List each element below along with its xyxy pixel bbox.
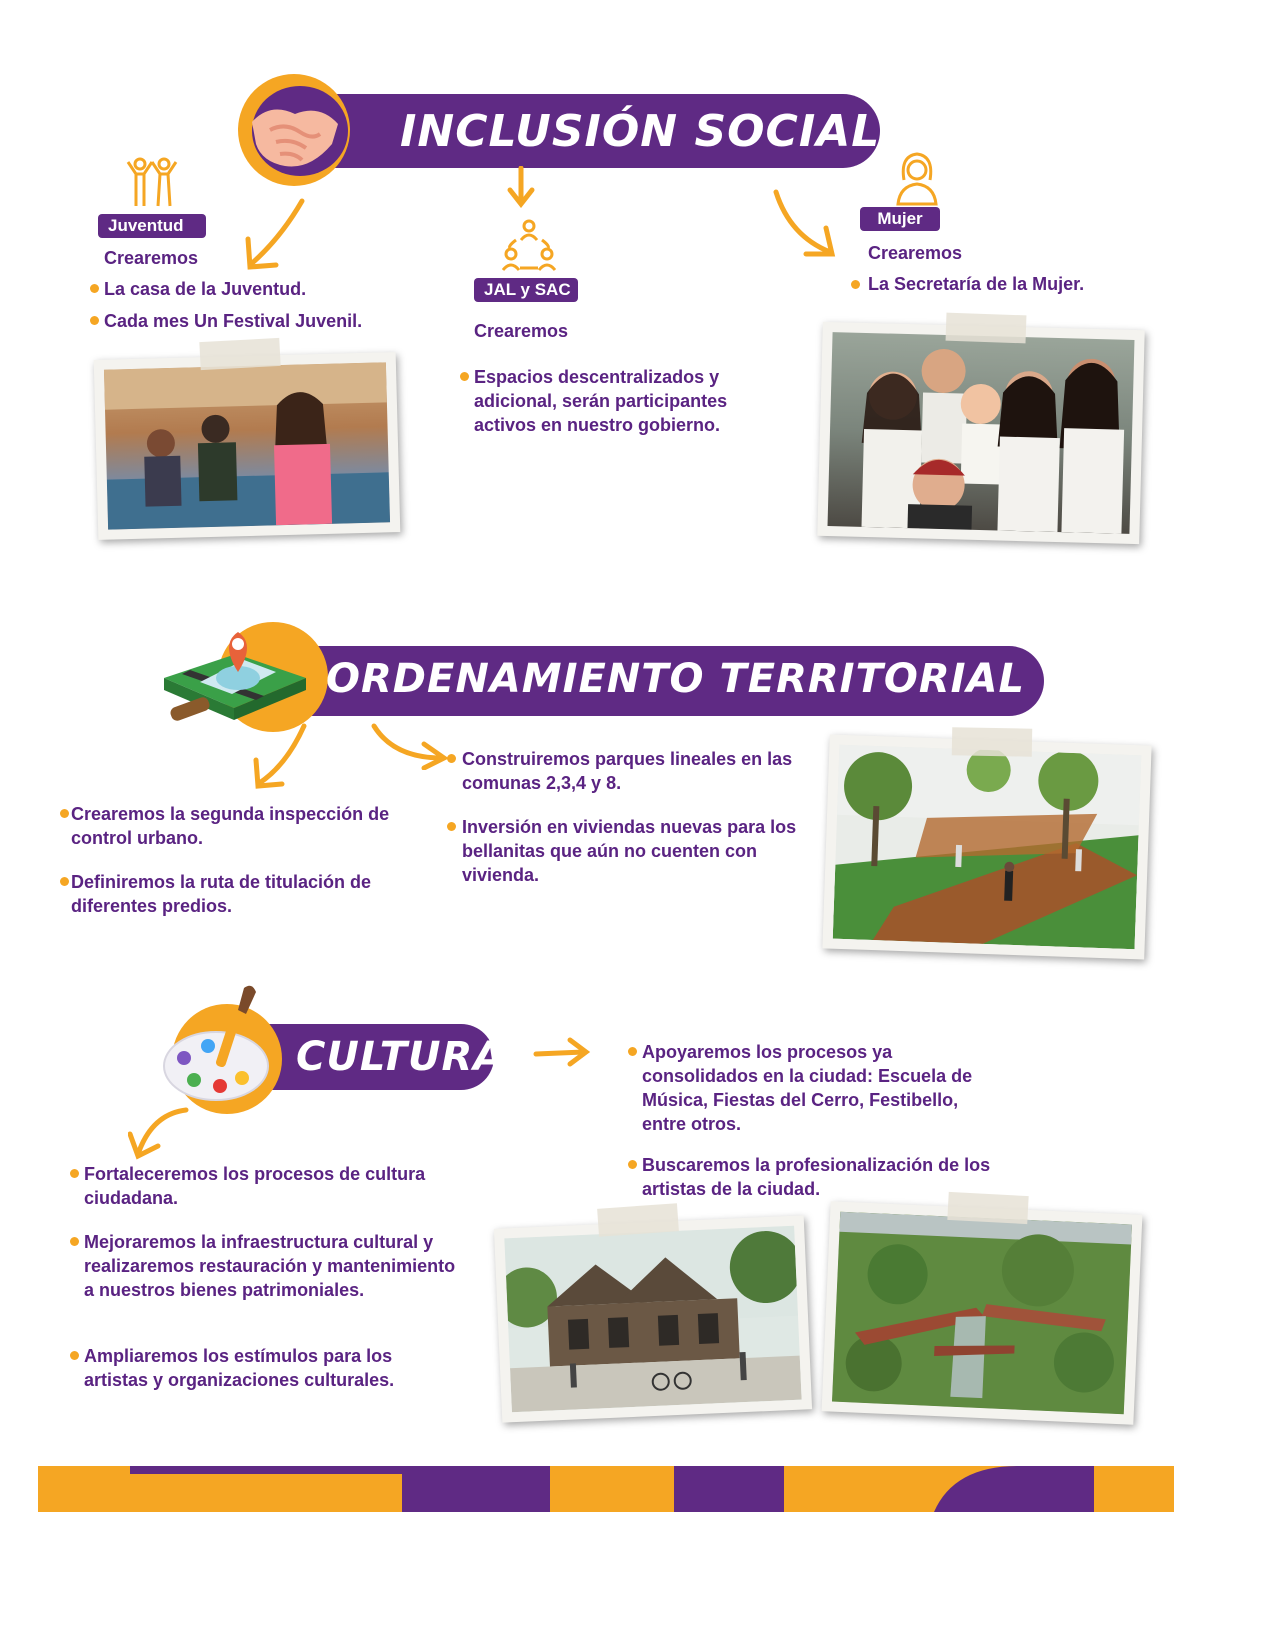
bullet	[851, 280, 860, 289]
arrow-left-icon	[250, 720, 312, 794]
ordenamiento-left-item-1: Crearemos la segunda inspección de control urbano.	[71, 804, 390, 848]
arrow-right-icon	[370, 720, 452, 770]
palette-icon	[160, 980, 280, 1110]
arrow-juventud-icon	[240, 195, 310, 275]
tape	[952, 727, 1032, 756]
bullet	[447, 822, 456, 831]
ordenamiento-title: ORDENAMIENTO TERRITORIAL	[326, 656, 1025, 702]
tape	[946, 313, 1027, 344]
bullet	[70, 1351, 79, 1360]
arrow-cultura-down-icon	[128, 1104, 194, 1164]
bullet	[60, 877, 69, 886]
community-icon	[502, 218, 556, 274]
jal-intro: Crearemos	[474, 321, 569, 341]
cultura-title: CULTURA	[296, 1034, 506, 1080]
tape	[597, 1203, 679, 1237]
bullet	[70, 1237, 79, 1246]
juventud-item-1: La casa de la Juventud.	[104, 279, 307, 299]
bullet	[90, 284, 99, 293]
footer-stripe	[38, 1466, 1174, 1512]
map-pin-icon	[160, 624, 310, 734]
inclusion-title: INCLUSIÓN SOCIAL	[400, 106, 881, 157]
women-photo	[817, 322, 1144, 544]
woman-icon	[894, 150, 940, 206]
aerial-complex-photo	[822, 1201, 1143, 1424]
youth-icon	[124, 154, 180, 210]
ordenamiento-left-item-2: Definiremos la ruta de titulación de diferentes predios.	[71, 872, 372, 916]
jal-item-1: Espacios descentralizados y adicional, serán participantes activos en nuestro gobierno.	[474, 367, 728, 435]
cultura-right-item-2: Buscaremos la profesionalización de los artistas de la ciudad.	[642, 1155, 991, 1199]
arrow-mujer-icon	[770, 186, 840, 266]
cultura-left-item-3: Ampliaremos los estímulos para los artistas y organizaciones culturales.	[84, 1346, 395, 1390]
bullet	[60, 809, 69, 818]
arrow-jal-icon	[506, 166, 536, 208]
ordenamiento-right-item-1: Construiremos parques lineales en las comunas 2,3,4 y 8.	[462, 749, 793, 793]
bullet	[460, 372, 469, 381]
arrow-cultura-right-icon	[532, 1036, 592, 1068]
jal-label: JAL y SAC	[474, 278, 578, 302]
park-render-photo	[822, 734, 1151, 959]
mujer-label: Mujer	[860, 207, 940, 231]
juventud-label: Juventud	[98, 214, 206, 238]
cultura-left-item-2: Mejoraremos la infraestructura cultural y realizaremos restauración y mantenimiento a nuestros bienes patrimoniales.	[84, 1232, 456, 1300]
bullet	[628, 1047, 637, 1056]
cultura-left-item-1: Fortaleceremos los procesos de cultura ciudadana.	[84, 1164, 426, 1208]
tape	[199, 338, 280, 370]
tape	[947, 1192, 1028, 1224]
bullet	[90, 316, 99, 325]
mujer-intro: Crearemos	[868, 243, 963, 263]
mujer-item-1: La Secretaría de la Mujer.	[868, 274, 1085, 294]
handshake-icon	[240, 82, 350, 182]
bullet	[628, 1160, 637, 1169]
ordenamiento-right-item-2: Inversión en viviendas nuevas para los bellanitas que aún no cuenten con vivienda.	[462, 817, 797, 885]
bullet	[70, 1169, 79, 1178]
bullet	[447, 754, 456, 763]
youth-photo	[94, 352, 401, 540]
cultura-right-item-1: Apoyaremos los procesos ya consolidados en la ciudad: Escuela de Música, Fiestas del Cerro, Festibello, entre otros.	[642, 1042, 973, 1134]
juventud-item-2: Cada mes Un Festival Juvenil.	[104, 311, 363, 331]
cultural-building-photo	[494, 1215, 812, 1422]
juventud-intro: Crearemos	[104, 248, 199, 268]
